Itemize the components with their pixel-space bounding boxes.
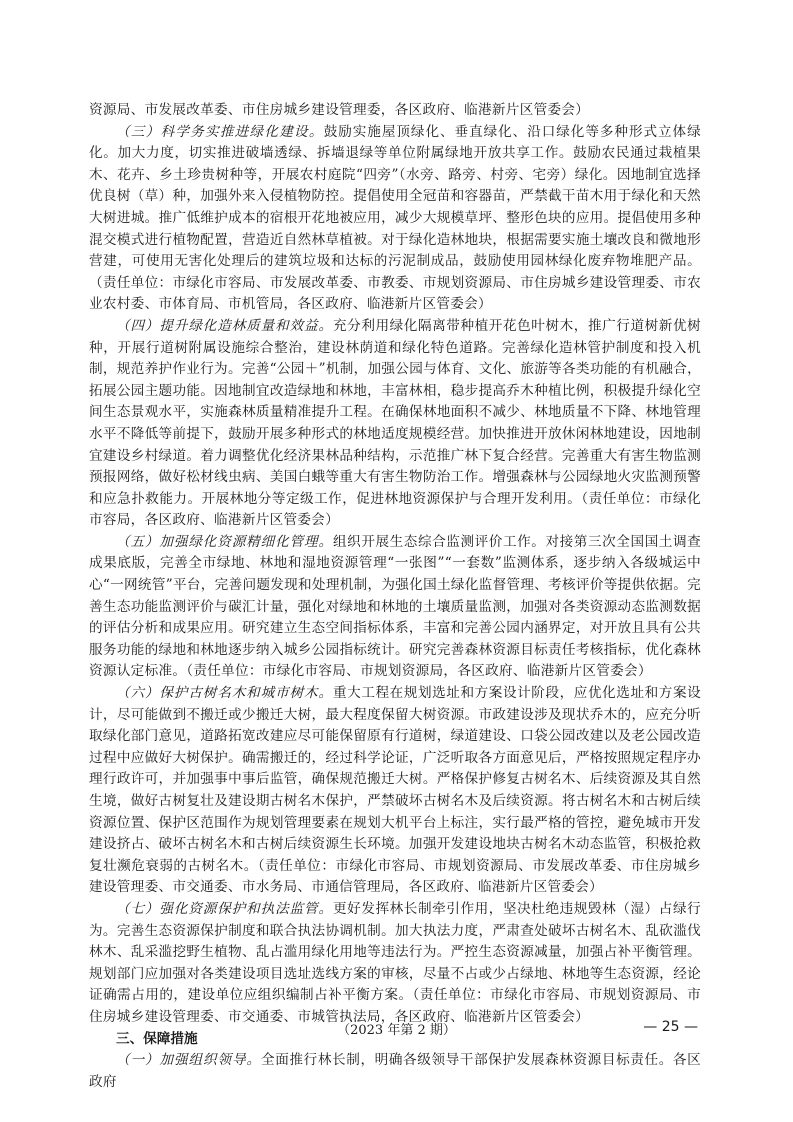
- page-number: — 25 —: [643, 1019, 698, 1035]
- paragraph-afforestation-quality: [89, 316, 701, 532]
- paragraph-lead: （一）加强组织领导。: [116, 1052, 262, 1069]
- paragraph-resource-management: [89, 532, 701, 683]
- paragraph-text: 重大工程在规划选址和方案设计阶段，应优化选址和方案设计，尽可能做到不搬迁或少搬迁大树，最大程度保留大树资源。市政建设涉及现状乔木的，应充分听取绿化部门意见，道路拓宽改建应尽可能保留原有行道树，绿道建设、口袋公园改建以及老公园改造过程中应做好大树保护。确需搬迁的，经过科学论证，广泛听取各方面意见后，严格按照规定程序办理行政许可，并加强事中事后监管，确保规范搬迁大树。严格保护修复古树名木、后续资源及其自然生境，做好古树复壮及建设期古树名木保护，严禁破坏古树名木及后续资源。将古树名木和古树后续资源位置、保护区范围作为规划管理要素在规划大机平台上标注，实行最严格的管控，避免城市开发建设挤占、破坏古树名木和古树后续资源生长环境。加强开发建设地块古树名木动态监管，积极抢救复壮濒危衰弱的古树名木。（责任单位：市绿化市容局、市规划资源局、市发展改革委、市住房城乡建设管理委、市交通委、市水务局、市通信管理局，各区政府、临港新片区管委会）: [89, 685, 701, 896]
- paragraph-ancient-trees: [89, 683, 701, 899]
- paragraph-law-enforcement: [89, 899, 701, 1029]
- paragraph-text: 全面推行林长制，明确各级领导干部保护发展森林资源目标责任。各区政府: [89, 1052, 701, 1090]
- paragraph-lead: （七）强化资源保护和执法监管。: [116, 900, 333, 917]
- section-heading: 三、保障措施: [116, 1030, 198, 1047]
- paragraph-text: 资源局、市发展改革委、市住房城乡建设管理委，各区政府、临港新片区管委会）: [89, 102, 590, 118]
- paragraph-lead: （四）提升绿化造林质量和效益。: [116, 317, 333, 334]
- paragraph-lead: （三）科学务实推进绿化建设。: [116, 123, 324, 140]
- paragraph-text: 充分利用绿化隔离带种植开花色叶树木，推广行道树新优树种，开展行道树附属设施综合整治，建设林荫道和绿化特色道路。完善绿化造林管护制度和投入机制，规范养护作业行为。完善“公园＋”机制，加强公园与体育、文化、旅游等各类功能的有机融合，拓展公园主题功能。因地制宜改造绿地和林地，丰富林相，稳步提高乔木种植比例，积极提升绿化空间生态景观水平，实施森林质量精准提升工程。在确保林地面积不减少、林地质量不下降、林地管理水平不降低等前提下，鼓励开展多种形式的林地适度规模经营。加快推进开放休闲林地建设，因地制宜建设乡村绿道。着力调整优化经济果林品种结构，示范推广林下复合经营。完善重大有害生物监测预报网络，做好松材线虫病、美国白蛾等重大有害生物防治工作。增强森林与公园绿地火灾监测预警和应急扑救能力。开展林地分等定级工作，促进林地资源保护与合理开发利用。（责任单位：市绿化市容局，各区政府、临港新片区管委会）: [89, 317, 701, 529]
- paragraph-continuation: [89, 100, 701, 122]
- paragraph-text: 组织开展生态综合监测评价工作。对接第三次全国国土调查成果底版，完善全市绿地、林地和湿地资源管理“一张图”“一套数”监测体系，逐步纳入各级城运中心“一网统管”平台，完善问题发现和处理机制，为强化国土绿化监督管理、考核评价等提供依据。完善生态功能监测评价与碳汇计量，强化对绿地和林地的土壤质量监测，加强对各类资源动态监测数据的评估分析和成果应用。研究建立生态空间指标体系，丰富和完善公园内涵界定，对开放且具有公共服务功能的绿地和林地逐步纳入城乡公园指标统计。研究完善森林资源目标责任考核指标，优化森林资源认定标准。（责任单位：市绿化市容局、市规划资源局，各区政府、临港新片区管委会）: [89, 533, 701, 680]
- document-body: [89, 100, 701, 1093]
- paragraph-text: 鼓励实施屋顶绿化、垂直绿化、沿口绿化等多种形式立体绿化。加大力度，切实推进破墙透绿、拆墙退绿等单位附属绿地开放共享工作。鼓励农民通过栽植果木、花卉、乡土珍贵树种等，开展农村庭院“四旁”（水旁、路旁、村旁、宅旁）绿化。因地制宜选择优良树（草）种，加强外来入侵植物防控。提倡使用全冠苗和容器苗，严禁截干苗木用于绿化和天然大树进城。推广低维护成本的宿根开花地被应用，减少大规模草坪、整形色块的应用。提倡使用多种混交模式进行植物配置，营造近自然林草植被。对于绿化造林地块，根据需要实施土壤改良和微地形营建，可使用无害化处理后的建筑垃圾和达标的污泥制成品，鼓励使用园林绿化废弃物堆肥产品。（责任单位：市绿化市容局、市发展改革委、市教委、市规划资源局、市住房城乡建设管理委、市农业农村委、市体育局、市机管局，各区政府、临港新片区管委会）: [89, 123, 701, 313]
- paragraph-greening-construction: [89, 122, 701, 316]
- page-footer: [0, 1019, 793, 1039]
- issue-label: （2023 年第 2 期）: [337, 1023, 456, 1038]
- paragraph-lead: （六）保护古树名木和城市树木。: [116, 685, 333, 702]
- paragraph-lead: （五）加强绿化资源精细化管理。: [116, 533, 333, 550]
- paragraph-organization: [89, 1050, 701, 1093]
- paragraph-text: 更好发挥林长制牵引作用，坚决杜绝违规毁林（湿）占绿行为。完善生态资源保护制度和联合执法协调机制。加大执法力度，严肃查处破坏古树名木、乱砍滥伐林木、乱采滥挖野生植物、乱占滥用绿化用地等违法行为。严控生态资源减量，加强占补平衡管理。规划部门应加强对各类建设项目选址选线方案的审核，尽量不占或少占绿地、林地等生态资源，经论证确需占用的，建设单位应组织编制占补平衡方案。（责任单位：市绿化市容局、市规划资源局、市住房城乡建设管理委、市交通委、市城管执法局，各区政府、临港新片区管委会）: [89, 900, 701, 1025]
